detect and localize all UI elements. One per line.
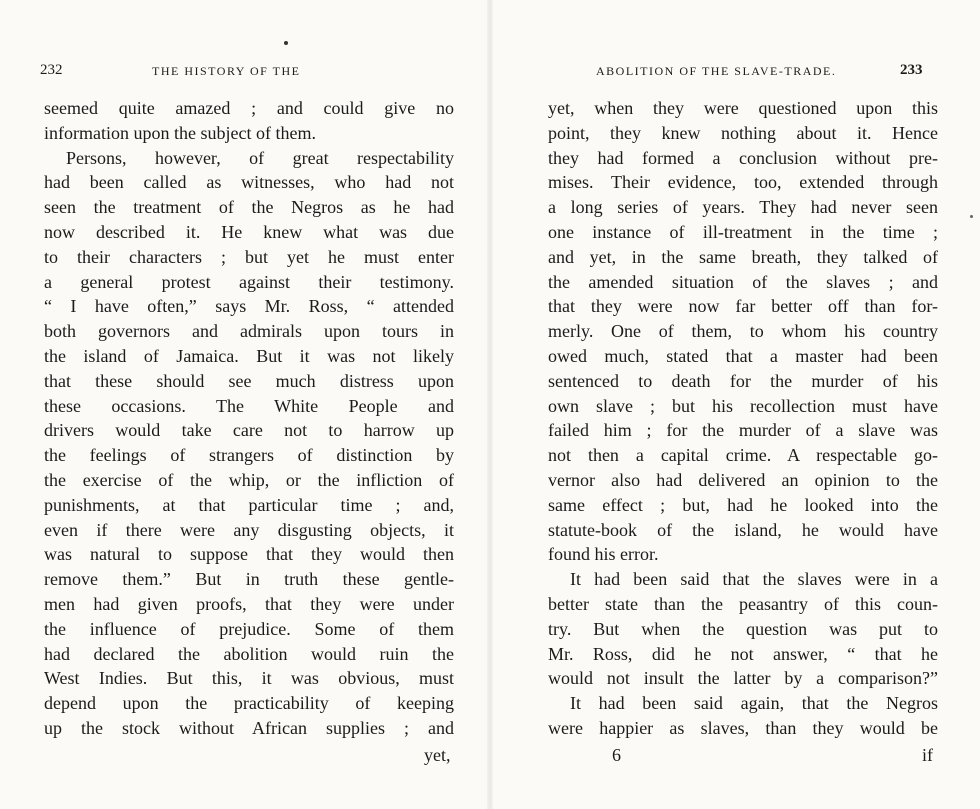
text-line: men had given proofs, that they were under [44, 593, 454, 614]
text-line: both governors and admirals upon tours in [44, 321, 454, 342]
text-line: point, they knew nothing about it. Hence [548, 122, 938, 143]
text-line: a long series of years. They had never seen [548, 197, 938, 218]
text-line: “ I have often,” says Mr. Ross, “ attended [44, 296, 454, 317]
left-body-text [44, 96, 454, 741]
text-line: West Indies. But this, it was obvious, must [44, 668, 454, 689]
text-line: information upon the subject of them. [44, 122, 316, 143]
text-line: failed him ; for the murder of a slave was [548, 420, 938, 441]
right-body-text [548, 96, 938, 741]
text-line: had declared the abolition would ruin the [44, 643, 454, 664]
text-line: the amended situation of the slaves ; and [548, 271, 938, 292]
text-line: the exercise of the whip, or the infliction of [44, 469, 454, 490]
text-line: the influence of prejudice. Some of them [44, 618, 454, 639]
text-line: owed much, stated that a master had been [548, 345, 938, 366]
text-line: seemed quite amazed ; and could give no [44, 98, 454, 118]
text-line: mises. Their evidence, too, extended through [548, 172, 938, 193]
text-line: own slave ; but his recollection must have [548, 395, 938, 416]
right-running-head: ABOLITION OF THE SLAVE-TRADE. [596, 64, 837, 78]
text-line: punishments, at that particular time ; and, [44, 494, 454, 515]
text-line: vernor also had delivered an opinion to the [548, 469, 938, 490]
text-line: would not insult the latter by a comparison?” [548, 668, 938, 689]
text-line: that they were now far better off than for- [548, 296, 938, 317]
text-line: now described it. He knew what was due [44, 221, 454, 242]
text-line: It had been said that the slaves were in a [570, 569, 938, 590]
ink-speck [284, 41, 288, 45]
text-line: same effect ; but, had he looked into the [548, 494, 938, 515]
text-line: a general protest against their testimony. [44, 271, 454, 292]
text-line: and yet, in the same breath, they talked of [548, 246, 938, 267]
text-line: that these should see much distress upon [44, 370, 454, 391]
text-line: the island of Jamaica. But it was not likely [44, 345, 454, 366]
right-page [490, 0, 980, 809]
text-line: drivers would take care not to harrow up [44, 420, 454, 441]
left-page-number: 232 [40, 62, 63, 78]
text-line: statute-book of the island, he would have [548, 519, 938, 540]
right-catchword: if [922, 745, 933, 765]
text-line: had been called as witnesses, who had not [44, 172, 454, 193]
left-running-head: THE HISTORY OF THE [152, 64, 301, 78]
text-line: up the stock without African supplies ; and [44, 717, 454, 738]
text-line: was natural to suppose that they would then [44, 544, 454, 565]
text-line: even if there were any disgusting objects, it [44, 519, 454, 540]
text-line: Persons, however, of great respectability [66, 147, 454, 168]
text-line: better state than the peasantry of this coun- [548, 593, 938, 614]
text-line: remove them.” But in truth these gentle- [44, 569, 454, 590]
ink-speck [970, 215, 973, 218]
text-line: to their characters ; but yet he must enter [44, 246, 454, 267]
text-line: seen the treatment of the Negros as he had [44, 197, 454, 218]
text-line: were happier as slaves, than they would be [548, 717, 938, 738]
text-line: not then a capital crime. A respectable go- [548, 445, 938, 466]
text-line: merly. One of them, to whom his country [548, 321, 938, 342]
text-line: found his error. [548, 544, 659, 565]
left-catchword: yet, [424, 745, 451, 765]
text-line: they had formed a conclusion without pre- [548, 147, 938, 168]
text-line: sentenced to death for the murder of his [548, 370, 938, 391]
text-line: try. But when the question was put to [548, 618, 938, 639]
text-line: the feelings of strangers of distinction by [44, 445, 454, 466]
text-line: Mr. Ross, did he not answer, “ that he [548, 643, 938, 664]
text-line: one instance of ill-treatment in the time ; [548, 221, 938, 242]
text-line: It had been said again, that the Negros [570, 693, 938, 714]
text-line: these occasions. The White People and [44, 395, 454, 416]
right-page-number: 233 [900, 62, 923, 78]
text-line: depend upon the practicability of keeping [44, 693, 454, 714]
text-line: yet, when they were questioned upon this [548, 98, 938, 118]
signature-mark: 6 [612, 745, 621, 765]
